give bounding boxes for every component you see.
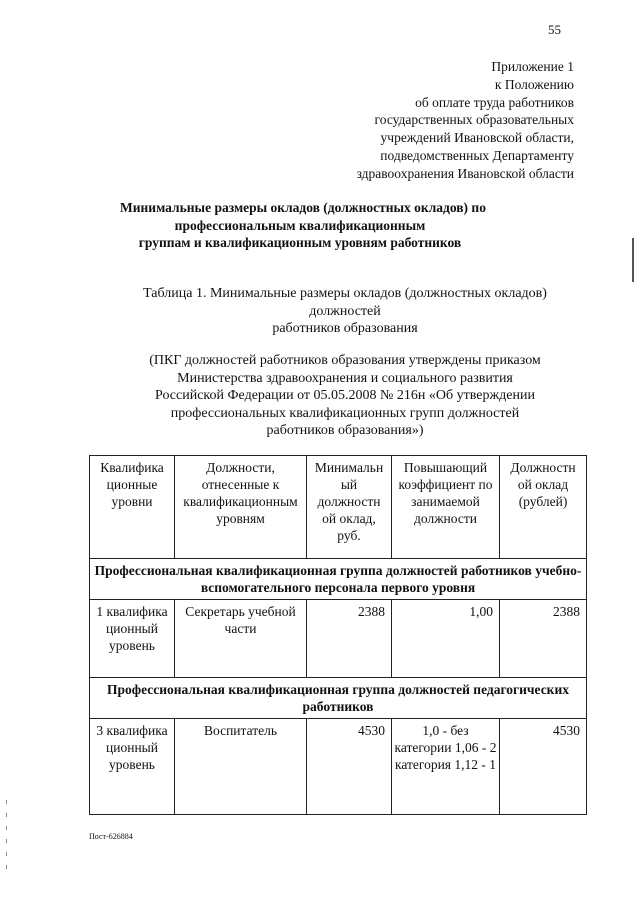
- level-cell: 3 квалифика ционный уровень: [90, 719, 175, 815]
- group-header-row: [90, 678, 587, 719]
- coefficient-cell: 1,0 - без категории 1,06 - 2 категория 1,12 - 1: [392, 719, 500, 815]
- group-title: Профессиональная квалификационная группа должностей педагогических работников: [90, 678, 587, 719]
- header-level: Квалифика ционные уровни: [90, 456, 175, 559]
- caption-line: Таблица 1. Минимальные размеры окладов (должностных окладов): [143, 286, 547, 301]
- position-cell: Воспитатель: [175, 719, 307, 815]
- position-cell: Секретарь учебной части: [175, 600, 307, 678]
- group-title: Профессиональная квалификационная группа должностей работников учебно-вспомогательного персонала первого уровня: [90, 559, 587, 600]
- group-header-row: [90, 559, 587, 600]
- header-min-salary: Минимальн ый должностн ой оклад, руб.: [307, 456, 392, 559]
- appendix-line: подведомственных Департаменту: [380, 147, 574, 163]
- legal-note: [110, 352, 580, 440]
- note-line: Российской Федерации от 05.05.2008 № 216н «Об утверждении: [155, 388, 535, 403]
- scan-edge-marks: [6, 800, 9, 900]
- table-header-row: [90, 456, 587, 559]
- appendix-line: здравоохранения Ивановской области: [356, 165, 574, 181]
- document-title: [120, 199, 486, 252]
- footer-code: Пост-626884: [89, 832, 133, 841]
- title-line: профессиональным квалификационным: [174, 217, 426, 233]
- title-line: группам и квалификационным уровням работников: [138, 235, 462, 250]
- header-positions: Должности, отнесенные к квалификационным уровням: [175, 456, 307, 559]
- coefficient-cell: 1,00: [392, 600, 500, 678]
- min-salary-cell: 4530: [307, 719, 392, 815]
- appendix-line: об оплате труда работников: [415, 94, 574, 110]
- page-number: 55: [548, 22, 561, 37]
- header-coefficient: Повышающий коэффициент по занимаемой должности: [392, 456, 500, 559]
- note-line: (ПКГ должностей работников образования утверждены приказом: [149, 353, 541, 368]
- caption-line: работников образования: [272, 321, 418, 336]
- note-line: профессиональных квалификационных групп должностей: [170, 405, 520, 421]
- table-caption: [110, 285, 580, 338]
- table-row: [90, 600, 587, 678]
- table-row: [90, 719, 587, 815]
- caption-line: должностей: [309, 303, 381, 319]
- appendix-line: к Положению: [494, 76, 574, 92]
- salary-cell: 4530: [500, 719, 587, 815]
- title-line: Минимальные размеры окладов (должностных окладов) по: [120, 200, 486, 215]
- appendix-line: Приложение 1: [491, 59, 574, 74]
- scroll-marker: [632, 238, 634, 282]
- salary-cell: 2388: [500, 600, 587, 678]
- appendix-line: учреждений Ивановской области,: [380, 130, 574, 146]
- note-line: работников образования»): [266, 423, 424, 438]
- level-cell: 1 квалифика ционный уровень: [90, 600, 175, 678]
- header-salary: Должностн ой оклад (рублей): [500, 456, 587, 559]
- note-line: Министерства здравоохранения и социального развития: [177, 370, 513, 386]
- min-salary-cell: 2388: [307, 600, 392, 678]
- salary-table: [89, 455, 587, 815]
- appendix-line: государственных образовательных: [374, 112, 574, 128]
- appendix-reference: [244, 58, 574, 183]
